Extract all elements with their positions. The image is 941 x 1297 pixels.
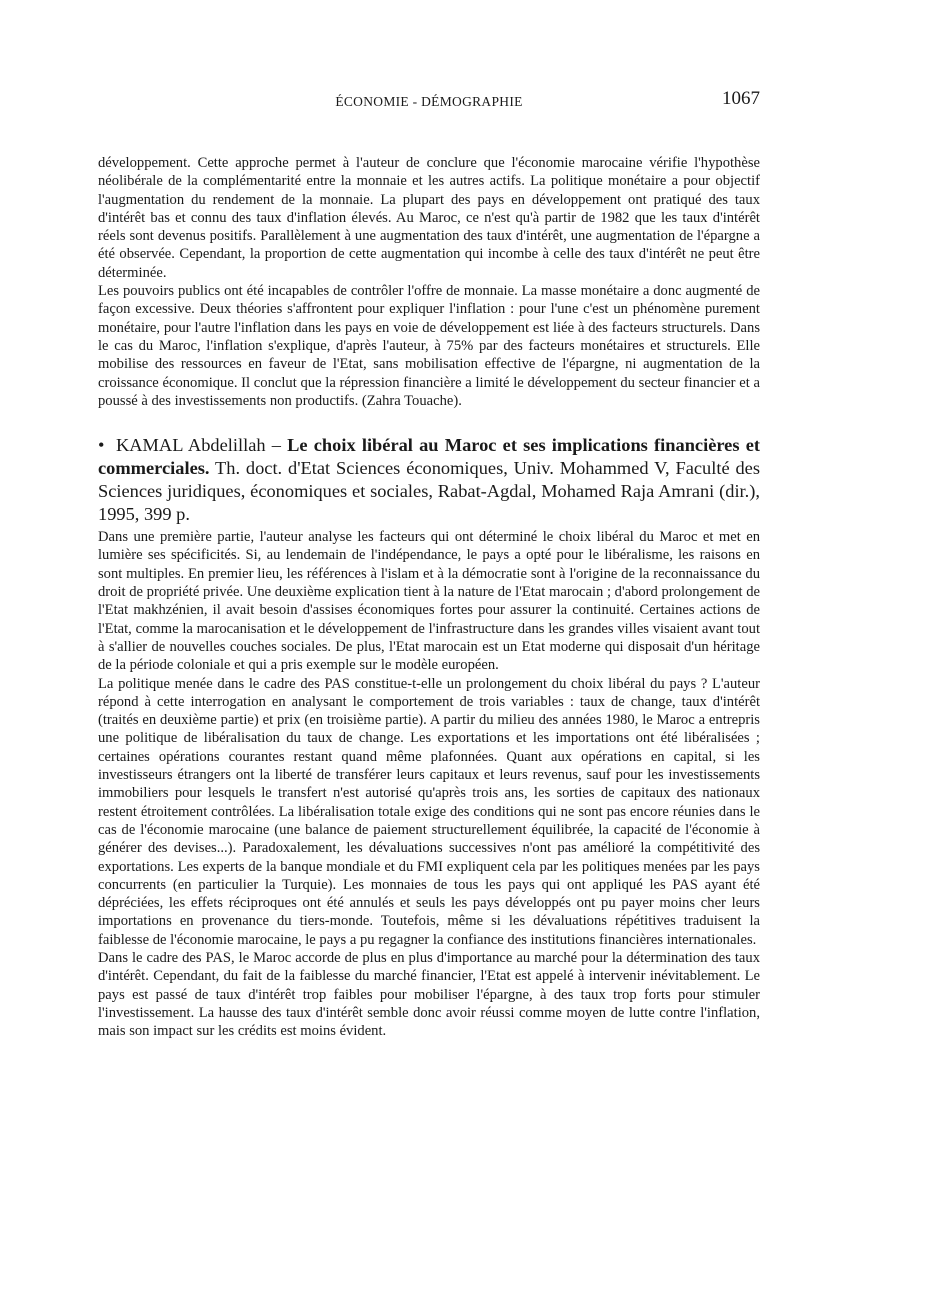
entry-paragraph: Dans une première partie, l'auteur analyse les facteurs qui ont déterminé le choix libéral du Maroc et met en lumière ses spécificités. Si, au lendemain de l'indépendance, le pays a opté pour le libéralisme, les raisons en sont multiples. En premier lieu, les références à l'islam et à la démocratie sont à l'origine de la reconnaissance du droit de propriété privée. Une deuxième explication tient à la nature de l'Etat marocain ; d'abord prolongement de l'Etat makhzénien, il avait besoin d'assises économiques fortes pour assurer la continuité. Certaines actions de l'Etat, comme la marocanisation et le développement de l'infrastructure dans les grandes villes visaient avant tout à s'allier de nouvelles couches sociales. De plus, l'Etat marocain est un Etat moderne qui disposait d'un héritage de la période coloniale et qui a pris exemple sur le modèle européen.: [98, 529, 760, 674]
entry-paragraph: La politique menée dans le cadre des PAS constitue-t-elle un prolongement du choix libéral du pays ? L'auteur répond à cette interrogation en analysant le comportement de trois variables : taux de change, taux d'intérêt (traités en deuxième partie) et prix (en troisième partie). A partir du milieu des années 1980, le Maroc a entrepris une politique de libéralisation du taux de change. Les exportations et les importations ont été libéralisées ; certaines opérations courantes restant quand même plafonnées. Quant aux opérations en capital, si les investisseurs étrangers ont la liberté de transférer leurs capitaux et leurs revenus, sauf pour les investissements immobiliers pour lesquels le transfert n'est autorisé qu'après trois ans, les sorties de capitaux des nationaux restent étroitement contrôlées. La libéralisation totale exige des conditions qui ne sont pas encore réunies dans le cas de l'économie marocaine (une balance de paiement structurellement équilibrée, la capacité de l'économie à générer des devises...). Paradoxalement, les dévaluations successives n'ont pas amélioré la compétitivité des exportations. Les experts de la banque mondiale et du FMI expliquent cela par les politiques menées par les pays concurrents (en particulier la Turquie). Les monnaies de tous les pays qui ont appliqué les PAS ayant été dépréciées, les effets réciproques ont été annulés et seuls les pays développés ont pu payer moins cher leurs importations en provenance du tiers-monde. Toutefois, même si les dévaluations répétitives traduisent la faiblesse de l'économie marocaine, le pays a pu regagner la confiance des institutions financières internationales.: [98, 675, 760, 948]
review-paragraph: Les pouvoirs publics ont été incapables de contrôler l'offre de monnaie. La masse monétaire a donc augmenté de façon excessive. Deux théories s'affrontent pour expliquer l'inflation : pour l'une c'est un phénomène purement monétaire, pour l'autre l'inflation dans les pays en voie de développement est liée à des facteurs structurels. Dans le cas du Maroc, l'inflation s'explique, d'après l'auteur, à 75% par des facteurs monétaires et structurels. Elle mobilise des ressources en faveur de l'Etat, sans mobilisation effective de l'épargne, ni augmentation de la croissance économique. Il conclut que la répression financière a limité le développement du secteur financier et a poussé à des investissements non productifs. (Zahra Touache).: [98, 283, 760, 409]
entry-details: Th. doct. d'Etat Sciences économiques, Univ. Mohammed V, Faculté des Sciences juridiques, économiques et sociales, Rabat-Agdal, Mohamed Raja Amrani (dir.), 1995, 399 p.: [98, 458, 760, 525]
entry-paragraph: Dans le cadre des PAS, le Maroc accorde de plus en plus d'importance au marché pour la détermination des taux d'intérêt. Cependant, du fait de la faiblesse du marché financier, l'Etat est appelé à intervenir inévitablement. Le pays est passé de taux d'intérêt trop faibles pour mobiliser l'épargne, à des taux trop forts pour stimuler l'investissement. La hausse des taux d'intérêt semble donc avoir réussi comme moyen de lutte contre l'inflation, mais son impact sur les crédits est moins évident.: [98, 949, 760, 1040]
document-page: [98, 88, 760, 1040]
continued-review: [98, 154, 760, 410]
page-number: 1067: [722, 88, 760, 109]
review-paragraph: développement. Cette approche permet à l'auteur de conclure que l'économie marocaine vérifie l'hypothèse néolibérale de la complémentarité entre la monnaie et les autres actifs. La politique monétaire a pour objectif l'augmentation du rendement de la monnaie. La plupart des pays en développement ont pratiqué des taux d'intérêt bas et connu des taux d'inflation élevés. Au Maroc, ce n'est qu'à partir de 1982 que les taux d'intérêt réels sont devenus positifs. Parallèlement à une augmentation des taux d'intérêt, une augmentation de l'épargne a été observée. Cependant, la proportion de cette augmentation qui incombe à celle des taux d'intérêt ne peut être déterminée.: [98, 155, 760, 281]
bullet-icon: •: [98, 435, 105, 456]
entry-title: Le choix libéral au Maroc et ses implications financières et commerciales.: [98, 435, 760, 479]
entry-heading: [98, 434, 760, 526]
section-title: ÉCONOMIE - DÉMOGRAPHIE: [335, 94, 523, 109]
bibliography-entry: [98, 434, 760, 1040]
running-header: [98, 88, 760, 116]
entry-author: KAMAL Abdelillah –: [116, 435, 281, 456]
